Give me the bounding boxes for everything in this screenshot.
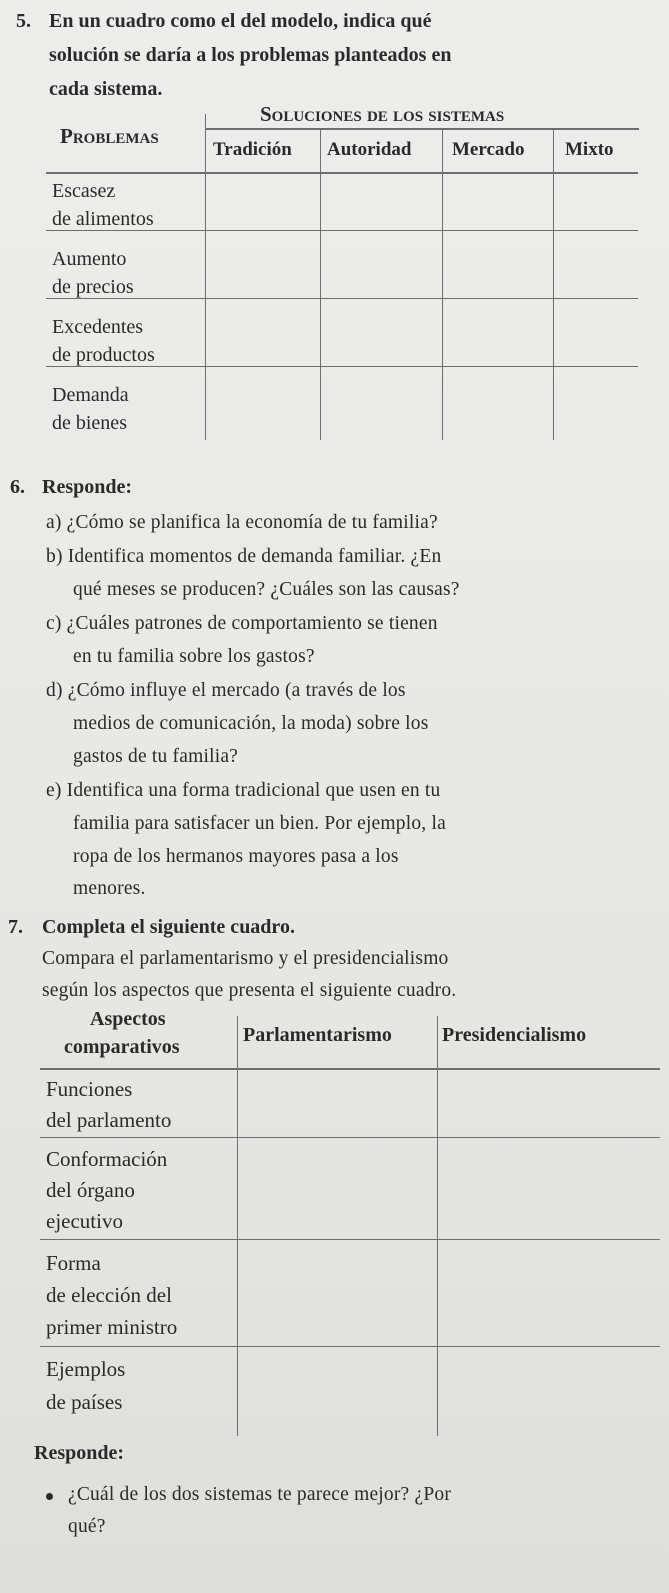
t1-row1-l2: de alimentos (52, 208, 154, 230)
t2-rule-row2 (40, 1239, 660, 1240)
t2-row3-l3: primer ministro (46, 1315, 178, 1339)
t1-vrule-3 (442, 129, 443, 440)
q5-line-3: cada sistema. (49, 78, 163, 100)
t1-rule-header (46, 172, 638, 174)
q6-item-b-l1: b) Identifica momentos de demanda familiar. ¿En (46, 546, 442, 567)
t1-row2-l2: de precios (52, 276, 134, 298)
t2-row2-l3: ejecutivo (46, 1209, 123, 1233)
col-header-autoridad: Autoridad (327, 139, 412, 160)
t1-row3-l1: Excedentes (52, 316, 144, 338)
q5-line-2: solución se daría a los problemas planteados en (49, 44, 452, 66)
q6-item-c-l1: c) ¿Cuáles patrones de comportamiento se tienen (46, 613, 438, 634)
q6-item-d-l3: gastos de tu familia? (73, 746, 239, 767)
t2-header-aspectos-l1: Aspectos (90, 1008, 166, 1030)
comparison-table (0, 1006, 669, 1438)
q7-line-2: según los aspectos que presenta el siguiente cuadro. (42, 980, 457, 1001)
q7-number: 7. (8, 916, 23, 938)
t2-rule-header (40, 1068, 660, 1070)
t2-row1-l1: Funciones (46, 1077, 133, 1101)
t1-vrule-4 (553, 129, 554, 440)
t2-row1-l2: del parlamento (46, 1108, 172, 1132)
t2-vrule-2 (437, 1016, 438, 1436)
q6-item-d-l1: d) ¿Cómo influye el mercado (a través de los (46, 680, 406, 701)
col-header-mercado: Mercado (452, 139, 525, 160)
t1-row4-l1: Demanda (52, 384, 129, 406)
t2-row4-l2: de países (46, 1390, 123, 1414)
t2-rule-row3 (40, 1346, 660, 1347)
col-header-mixto: Mixto (565, 139, 614, 160)
q5-number: 5. (16, 10, 31, 32)
t2-row2-l1: Conformación (46, 1147, 168, 1171)
t1-vrule-2 (320, 129, 321, 440)
q6-section (0, 470, 669, 899)
q6-item-e-l1: e) Identifica una forma tradicional que usen en tu (46, 780, 441, 801)
q7-line-1: Compara el parlamentarismo y el presidencialismo (42, 948, 449, 969)
t2-rule-row1 (40, 1137, 660, 1138)
q6-item-c-l2: en tu familia sobre los gastos? (73, 646, 315, 667)
t1-row1-l1: Escasez (52, 180, 116, 202)
bullet-line-1: ¿Cuál de los dos sistemas te parece mejor? ¿Por (68, 1484, 452, 1505)
q6-item-e-l2: familia para satisfacer un bien. Por ejemplo, la (73, 813, 446, 834)
q7-title: Completa el siguiente cuadro. (42, 916, 295, 938)
t1-rule-super (205, 128, 639, 130)
col-header-tradicion: Tradición (213, 139, 292, 160)
t1-row2-l1: Aumento (52, 248, 127, 270)
q7-respond-title: Responde: (34, 1442, 125, 1464)
bullet-dot-icon (46, 1493, 53, 1500)
t2-row3-l2: de elección del (46, 1283, 172, 1307)
q6-item-e-l4: menores. (73, 878, 146, 899)
q6-number: 6. (10, 476, 25, 498)
systems-table (0, 100, 669, 450)
q6-item-d-l2: medios de comunicación, la moda) sobre los (73, 713, 429, 734)
t2-header-parlamentarismo: Parlamentarismo (243, 1024, 392, 1046)
bullet-item (40, 1482, 660, 1552)
t1-row3-l2: de productos (52, 344, 155, 366)
q5-line-1: En un cuadro como el del modelo, indica qué (49, 10, 432, 32)
q6-item-b-l2: qué meses se producen? ¿Cuáles son las causas? (73, 579, 460, 600)
t2-vrule-1 (237, 1016, 238, 1436)
t2-header-aspectos-l2: comparativos (64, 1036, 180, 1058)
q6-title: Responde: (42, 476, 133, 498)
q6-item-e-l3: ropa de los hermanos mayores pasa a los (73, 846, 399, 867)
t2-row4-l1: Ejemplos (46, 1357, 126, 1381)
bullet-line-2: qué? (68, 1516, 106, 1537)
q7-section (0, 910, 669, 1593)
t2-header-presidencialismo: Presidencialismo (442, 1024, 587, 1046)
t1-vrule-1 (205, 114, 206, 440)
q5-section (0, 0, 669, 460)
t2-row2-l2: del órgano (46, 1178, 135, 1202)
row-header-problemas: Problemas (60, 124, 159, 148)
q6-item-a-l1: a) ¿Cómo se planifica la economía de tu familia? (46, 512, 438, 533)
t1-row4-l2: de bienes (52, 412, 127, 434)
t2-row3-l1: Forma (46, 1251, 101, 1275)
super-header: Soluciones de los sistemas (260, 102, 505, 126)
t1-rule-row2 (46, 298, 638, 299)
